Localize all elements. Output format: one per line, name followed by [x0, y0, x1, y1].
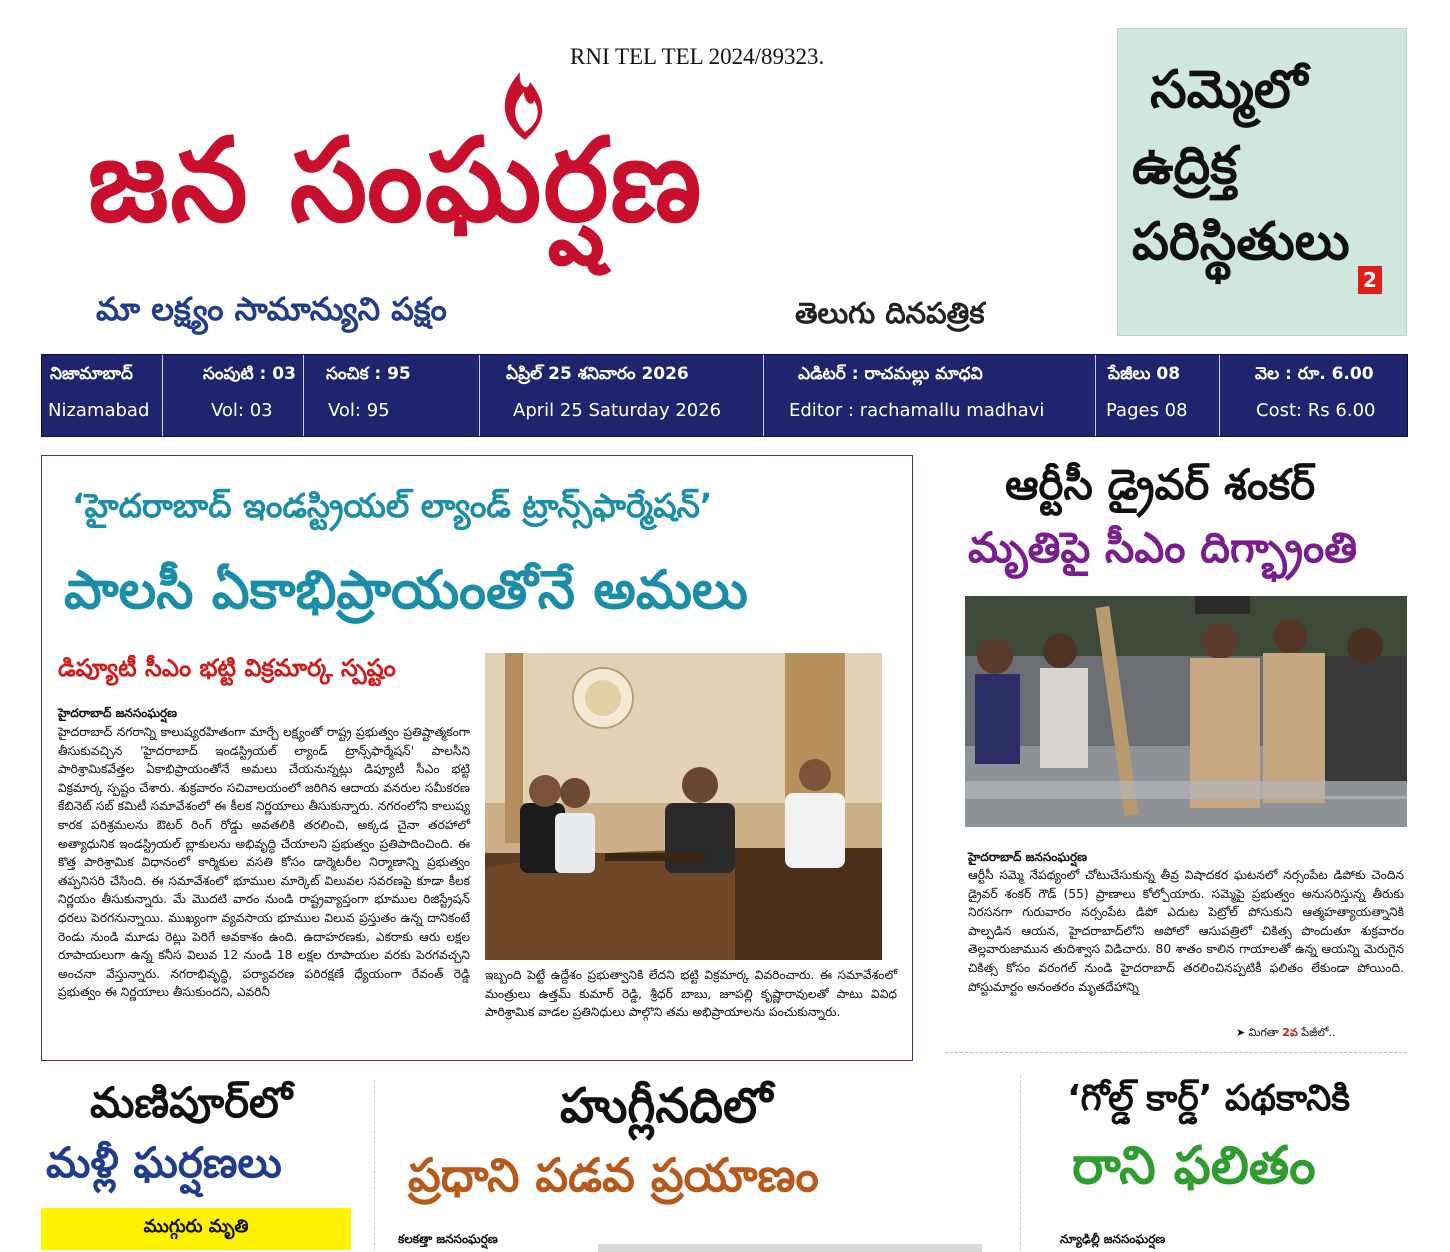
info-issue-te: సంచిక : 95: [326, 364, 411, 384]
info-volume: [163, 355, 304, 436]
info-location-en: Nizamabad: [48, 400, 150, 421]
info-price-te: వెల : రూ. 6.00: [1255, 364, 1374, 384]
manipur-kicker-banner: ముగ్గురు మృతి: [41, 1208, 351, 1250]
issue-info-bar: [41, 354, 1408, 437]
info-editor-en: Editor : rachamallu madhavi: [789, 400, 1045, 421]
right-story-headline-line2[interactable]: మృతిపై సీఎం దిగ్భ్రాంతి: [968, 523, 1358, 572]
info-date-en: April 25 Saturday 2026: [513, 400, 722, 421]
continued-prefix: ➤ మిగతా: [1236, 1026, 1283, 1039]
main-story-kicker[interactable]: ‘హైదరాబాద్ ఇండస్ట్రియల్ ల్యాండ్ ట్రాన్స్‌ఫార్మేషన్’: [72, 486, 713, 525]
right-story-dateline: హైదరాబాద్ జనసంఘర్షణ: [968, 850, 1088, 864]
continued-page-number: 2వ: [1282, 1026, 1298, 1039]
info-price: [1220, 355, 1407, 436]
info-pages-en: Pages 08: [1106, 400, 1188, 421]
gold-card-headline-line2[interactable]: రాని ఫలితం: [1072, 1136, 1316, 1196]
main-story-subhead: డిప్యూటీ సీఎం భట్టి విక్రమార్క స్పష్టం: [58, 654, 396, 682]
section-divider: [945, 1052, 1407, 1053]
gold-card-headline-line1[interactable]: ‘గోల్డ్ కార్డ్’ పథకానికి: [1067, 1078, 1351, 1119]
gold-card-dateline: న్యూఢిల్లీ జనసంఘర్షణ: [1060, 1232, 1166, 1246]
info-location: [42, 355, 163, 436]
right-story-body: ఆర్టీసీ సమ్మె నేపథ్యంలో చోటుచేసుకున్న తీవ్ర విషాదకర ఘటనలో నర్సంపేట డిపోకు చెందిన డ్రైవర్ శంకర్ గౌడ్ (55) ప్రాణాలు కోల్పోయారు. సమ్మెపై ప్రభుత్వం అనుసరిస్తున్న తీరుకు నిరసనగా గురువారం నర్సంపేట డిపో ఎదుట పెట్రోల్ పోసుకుని ఆత్మహత్యాయత్నానికి పాల్పడిన ఆయన, హైదరాబాద్‌లోని అపోలో ఆసుపత్రిలో చికిత్స పొందుతూ శుక్రవారం తెల్లవారుజామున తుదిశ్వాస విడిచారు. 80 శాతం కాలిన గాయాలతో ఉన్న ఆయన్ని మెరుగైన చికిత్స కోసం వరంగల్ నుండి హైదరాబాద్ తరలించినప్పటికీ ఫలితం లేకుండా పోయింది. పోస్టుమార్టం అనంతరం మృతదేహాన్ని: [968, 868, 1404, 994]
rni-number: RNI TEL TEL 2024/89323.: [570, 44, 825, 69]
column-divider: [374, 1080, 375, 1250]
info-pages-te: పేజీలు 08: [1108, 364, 1181, 384]
hooghly-dateline: కలకత్తా జనసంఘర్షణ: [398, 1232, 498, 1246]
hooghly-photo[interactable]: [598, 1244, 982, 1252]
main-story-body: హైదరాబాద్ నగరాన్ని కాలుష్యరహితంగా మార్చే లక్ష్యంతో రాష్ట్ర ప్రభుత్వం ప్రతిష్టాత్మకంగా తీసుకువచ్చిన 'హైదరాబాద్ ఇండస్ట్రియల్ ల్యాండ్ ట్రాన్స్‌ఫార్మేషన్' పాలసీని పారిశ్రామికవేత్తల ఏకాభిప్రాయంతోనే అమలు చేయనున్నట్లు డిప్యూటీ సీఎం భట్టి విక్రమార్క స్పష్టం చేశారు. శుక్రవారం సచివాలయంలో జరిగిన ఆదాయ వనరుల సమీకరణ కేబినెట్ సబ్ కమిటీ సమావేశంలో ఈ కీలక నిర్ణయాలు తీసుకున్నారు. నగరంలోని కాలుష్య కారక పరిశ్రమలను ఔటర్ రింగ్ రోడ్డు అవతలికి తరలించి, అక్కడ చైనా తరహాలో అత్యాధునిక ఇండస్ట్రియల్ బ్లాకులను అభివృద్ధి చేయాలని ప్రభుత్వం ప్రతిపాదించింది. ఈ కొత్త పారిశ్రామిక విధానంలో కార్మికుల వసతి కోసం డార్మెటరీల నిర్మాణాన్ని ప్రభుత్వం తప్పనిసరి చేసింది. ఈ సమావేశంలో భూముల మార్కెట్ విలువల సవరణపై కూడా కీలక నిర్ణయం తీసుకున్నారు. మే మొదటి వారం నుండి రాష్ట్రవ్యాప్తంగా భూముల రిజిస్ట్రేషన్ ధరలు పెరగనున్నాయి. ముఖ్యంగా వ్యవసాయ భూముల విలువ ప్రస్తుతం ఉన్న దానికంటే రెండు నుండి మూడు రెట్లు పెరిగే అవకాశం ఉంది. ఉదాహరణకు, ఎకరాకు ఆరు లక్షల రూపాయలుగా ఉన్న కనీస విలువ 12 నుండి 18 లక్షల రూపాయల వరకు పెరగవచ్చని అంచనా వేస్తున్నారు. నగరాభివృద్ధి, పర్యావరణ పరిరక్షణే ధ్యేయంగా రేవంత్ రెడ్డి ప్రభుత్వం ఈ నిర్ణయాలు తీసుకుందని, ఎవరినీ: [58, 725, 470, 1000]
info-editor: [764, 355, 1096, 436]
protest-photo[interactable]: [965, 596, 1407, 827]
newspaper-title: జన సంఘర్షణ: [88, 112, 704, 248]
continued-suffix: పేజీలో..: [1297, 1026, 1336, 1039]
teaser-headline[interactable]: సమ్మెలో ఉద్రిక్త పరిస్థితులు: [1132, 60, 1350, 272]
tagline: మా లక్ష్యం సామాన్యుని పక్షం: [96, 290, 447, 328]
teaser-page-badge: 2: [1358, 266, 1382, 294]
continued-on-page-link[interactable]: [1236, 1026, 1335, 1042]
manipur-headline-line1[interactable]: మణిపూర్‌లో: [90, 1078, 293, 1127]
info-issue-en: Vol: 95: [328, 400, 390, 421]
info-price-en: Cost: Rs 6.00: [1256, 400, 1376, 421]
newspaper-subtitle: తెలుగు దినపత్రిక: [795, 296, 985, 330]
info-issue: [304, 355, 480, 436]
info-date-te: ఏప్రిల్ 25 శనివారం 2026: [506, 364, 689, 384]
info-date: [480, 355, 764, 436]
main-story-body-continued: ఇబ్బంది పెట్టే ఉద్దేశం ప్రభుత్వానికి లేదని భట్టి విక్రమార్క వివరించారు. ఈ సమావేశంలో మంత్రులు ఉత్తమ్ కుమార్ రెడ్డి, శ్రీధర్ బాబు, జూపల్లి కృష్ణారావులతో పాటు వివిధ పారిశ్రామిక వాడల ప్రతినిధులు పాల్గొని తమ అభిప్రాయాలను పంచుకున్నారు.: [485, 968, 897, 1020]
main-story-headline[interactable]: పాలసీ ఏకాభిప్రాయంతోనే అమలు: [64, 560, 748, 621]
right-story-headline-line1[interactable]: ఆర్టీసీ డ్రైవర్ శంకర్: [1005, 460, 1316, 509]
hooghly-headline-line2[interactable]: ప్రధాని పడవ ప్రయాణం: [408, 1148, 819, 1202]
info-editor-te: ఎడిటర్ : రాచమల్లు మాధవి: [798, 364, 983, 384]
column-divider: [1020, 1075, 1021, 1250]
info-location-te: నిజామాబాద్: [50, 364, 133, 384]
hooghly-headline-line1[interactable]: హుగ్లీనదిలో: [560, 1078, 773, 1134]
info-volume-te: సంపుటి : 03: [203, 364, 296, 384]
main-story-dateline: హైదరాబాద్ జనసంఘర్షణ: [58, 706, 178, 720]
info-volume-en: Vol: 03: [211, 400, 273, 421]
meeting-photo[interactable]: [485, 653, 882, 960]
manipur-headline-line2[interactable]: మళ్లీ ఘర్షణలు: [46, 1138, 282, 1187]
info-pages: [1096, 355, 1220, 436]
